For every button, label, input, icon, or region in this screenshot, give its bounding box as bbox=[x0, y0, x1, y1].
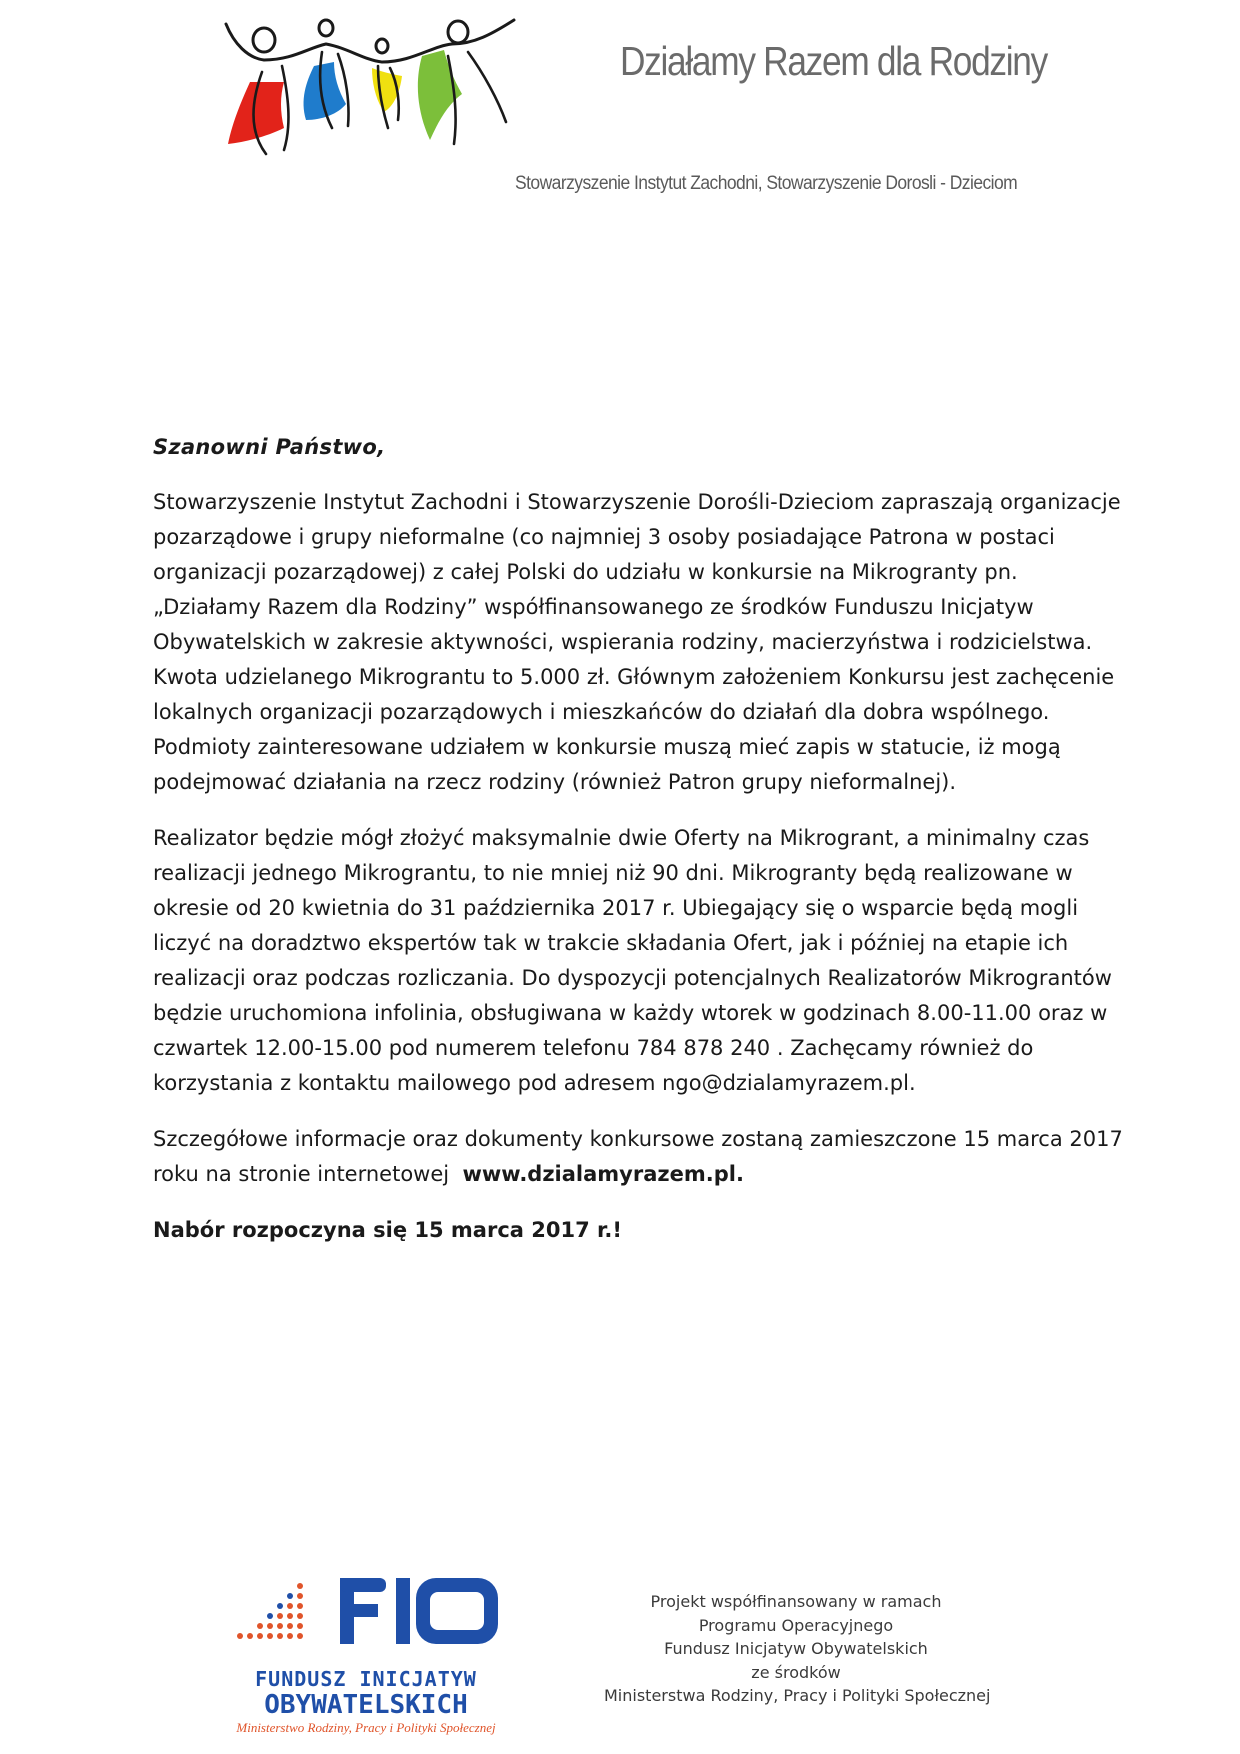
fio-wordmark bbox=[340, 1578, 498, 1644]
cofinancing-line: Programu Operacyjnego bbox=[698, 1615, 894, 1635]
header-subtitle: Stowarzyszenie Instytut Zachodni, Stowarzyszenie Dorosli - Dzieciom bbox=[515, 173, 1018, 194]
text-line bbox=[153, 1157, 1093, 1192]
paragraph-details bbox=[153, 821, 1112, 1101]
fio-dots-logo-icon bbox=[236, 1580, 308, 1640]
cofinancing-line: Projekt współfinansowany w ramach bbox=[650, 1592, 942, 1611]
text-line: okresie od 20 kwietnia do 31 października 2017 r. Ubiegający się o wsparcie będą mogli bbox=[153, 896, 1079, 920]
cofinancing-line: Fundusz Inicjatyw Obywatelskich bbox=[664, 1639, 928, 1658]
family-figures-logo-icon bbox=[222, 4, 540, 176]
header-title: Działamy Razem dla Rodziny bbox=[620, 38, 1047, 84]
website-link[interactable]: www.dzialamyrazem.pl. bbox=[462, 1162, 744, 1186]
text-line: Realizator będzie mógł złożyć maksymalnie dwie Oferty na Mikrogrant, a minimalny czas bbox=[153, 826, 1090, 850]
text-line: podejmować działania na rzecz rodziny (również Patron grupy nieformalnej). bbox=[153, 770, 957, 794]
cofinancing-note bbox=[604, 1590, 991, 1708]
fio-name-line2: OBYWATELSKICH bbox=[264, 1690, 468, 1720]
text-line: pozarządowe i grupy nieformalne (co najmniej 3 osoby posiadające Patrona w postaci bbox=[153, 525, 1055, 549]
cofinancing-line: Ministerstwa Rodziny, Pracy i Polityki Społecznej bbox=[604, 1686, 991, 1705]
cofinancing-line: ze środków bbox=[751, 1662, 841, 1682]
text-line: „Działamy Razem dla Rodziny” współfinansowanego ze środków Funduszu Inicjatyw bbox=[153, 595, 1034, 619]
text-line: Podmioty zainteresowane udziałem w konkursie muszą mieć zapis w statucie, iż mogą bbox=[153, 735, 1061, 759]
text-line: Obywatelskich w zakresie aktywności, wspierania rodziny, macierzyństwa i rodzicielstwa. bbox=[153, 630, 1093, 654]
paragraph-invitation bbox=[153, 485, 1121, 800]
letter-body bbox=[153, 430, 1123, 1248]
text-line: liczyć na doradztwo ekspertów tak w trakcie składania Ofert, jak i później na etapie ich bbox=[153, 931, 1069, 955]
text-line: Stowarzyszenie Instytut Zachodni i Stowarzyszenie Dorośli-Dzieciom zapraszają organizacje bbox=[153, 490, 1121, 514]
fio-name-line1: FUNDUSZ INICJATYW bbox=[255, 1667, 477, 1691]
text-line: lokalnych organizacji pozarządowych i mieszkańców do działań dla dobra wspólnego. bbox=[153, 700, 1050, 724]
text-line: realizacji oraz podczas rozliczania. Do dyspozycji potencjalnych Realizatorów Mikrograntów bbox=[153, 966, 1112, 990]
text-line: czwartek 12.00-15.00 pod numerem telefonu 784 878 240 . Zachęcamy również do bbox=[153, 1036, 1034, 1060]
text-line: organizacji pozarządowej) z całej Polski do udziału w konkursie na Mikrogranty pn. bbox=[153, 560, 1018, 584]
text-line: Kwota udzielanego Mikrograntu to 5.000 zł. Głównym założeniem Konkursu jest zachęcenie bbox=[153, 665, 1115, 689]
text-line: będzie uruchomiona infolinia, obsługiwana w każdy wtorek w godzinach 8.00-11.00 oraz w bbox=[153, 1001, 1108, 1025]
closing-announcement: Nabór rozpoczyna się 15 marca 2017 r.! bbox=[153, 1218, 622, 1242]
website-text: roku na stronie internetowej bbox=[153, 1162, 463, 1186]
paragraph-website bbox=[153, 1122, 1123, 1192]
text-line: korzystania z kontaktu mailowego pod adresem ngo@dzialamyrazem.pl. bbox=[153, 1071, 916, 1095]
greeting: Szanowni Państwo, bbox=[153, 435, 386, 459]
text-line: realizacji jednego Mikrograntu, to nie mniej niż 90 dni. Mikrogranty będą realizowane w bbox=[153, 861, 1073, 885]
text-line: Szczegółowe informacje oraz dokumenty konkursowe zostaną zamieszczone 15 marca 2017 bbox=[153, 1127, 1123, 1151]
fio-ministry: Ministerstwo Rodziny, Pracy i Polityki Społecznej bbox=[236, 1720, 496, 1735]
fio-name bbox=[236, 1666, 496, 1718]
